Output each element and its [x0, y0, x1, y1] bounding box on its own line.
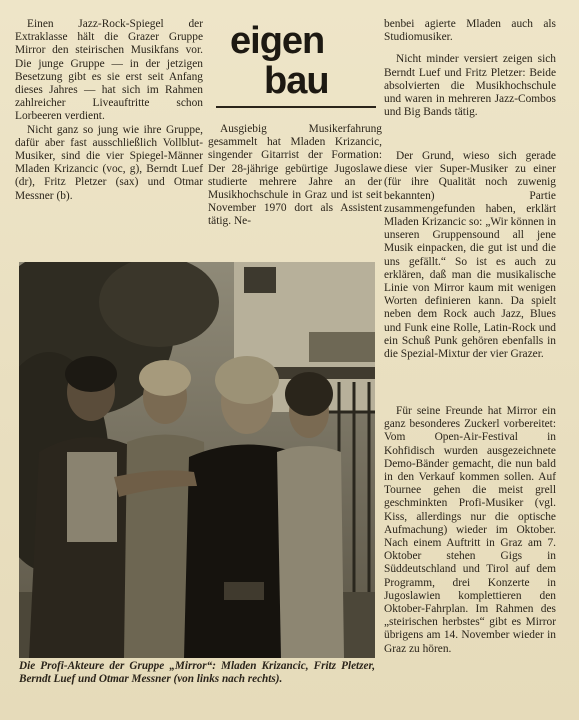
band-photo	[19, 262, 375, 658]
article-column-2	[208, 123, 382, 229]
article-column-1	[15, 18, 203, 203]
article-column-3	[384, 18, 556, 119]
band-photo-illustration	[19, 262, 375, 658]
article-paragraph: Nicht minder versiert zeigen sich Berndt Luef und Fritz Pletzer: Beide absolvierten die Musikhochschule und waren in mehreren Jazz-Combos und Big Bands tätig.	[384, 53, 556, 119]
article-column-3-continued	[384, 150, 556, 361]
photo-caption: Die Profi-Akteure der Gruppe „Mirror“: Mladen Krizancic, Fritz Pletzer, Berndt Luef und Otmar Messner (von links nach rechts).	[19, 660, 375, 685]
article-column-3-end	[384, 405, 556, 656]
headline-underline	[216, 106, 376, 108]
article-paragraph: Einen Jazz-Rock-Spiegel der Extraklasse hält die Grazer Gruppe Mirror den steirischen Musikfans vor. Die junge Gruppe — in der jetzigen Besetzung gibt es sie erst seit Anfang dieses Jahres — hat sich im Rahmen zahlreicher Liveauftritte schon Lorbeeren verdient.	[15, 18, 203, 123]
headline-word-1: eigen	[230, 20, 325, 62]
article-paragraph: Ausgiebig Musikerfahrung gesammelt hat Mladen Krizancic, singender Gitarrist der Formation: Der 28-jährige gebürtige Jugoslawe studierte mehrere Jahre an der Musikhochschule in Graz und ist seit November 1970 dort als Assistent tätig. Ne-	[208, 123, 382, 228]
headline-word-2: bau	[264, 60, 329, 102]
article-paragraph: Nicht ganz so jung wie ihre Gruppe, dafür aber fast ausschließlich Vollblut-Musiker, sind die vier Spiegel-Männer Mladen Krizancic (voc, g), Berndt Luef (dr), Fritz Pletzer (sax) und Otmar Messner (b).	[15, 123, 203, 202]
headline	[216, 18, 376, 114]
article-paragraph: Für seine Freunde hat Mirror ein ganz besonderes Zuckerl vorbereitet: Vom Open-Air-Festival in Kohfidisch wurden ausgezeichnete Demo-Bänder gemacht, die nun bald in den Verkauf kommen sollen. Auf Tournee gehen die meist grell geschminkten Profi-Musiker (vgl. Kiss, allerdings nur die optische Aufmachung) wieder im Oktober. Nach einem Auftritt in Graz am 7. Oktober stehen Gigs in Süddeutschland und Tirol auf dem Programm, drei Konzerte in Jugoslawien komplettieren den Oktober-Fahrplan. Im Rahmen des „steirischen herbstes“ gibt es Mirror übrigens am 14. November wieder in Graz zu hören.	[384, 405, 556, 655]
article-paragraph: benbei agierte Mladen auch als Studiomusiker.	[384, 18, 556, 44]
article-paragraph: Der Grund, wieso sich gerade diese vier Super-Musiker zu einer (für ihre Qualität noch zuwenig bekannten) Partie zusammengefunden haben, erklärt Mladen Krizancic so: „Wir können in unseren Gruppensound all jene Musik einpacken, die gut ist und die uns gefällt.“ So ist es auch zu erklären, daß man die musikalische Linie von Mirror kaum mit wenigen Worten definieren kann. Da spielt neben dem Rock auch Jazz, Blues und Funk eine Rolle, Latin-Rock und ein Schuß Punk gehören ebenfalls in die Spezial-Mixtur der vier Grazer.	[384, 150, 556, 361]
